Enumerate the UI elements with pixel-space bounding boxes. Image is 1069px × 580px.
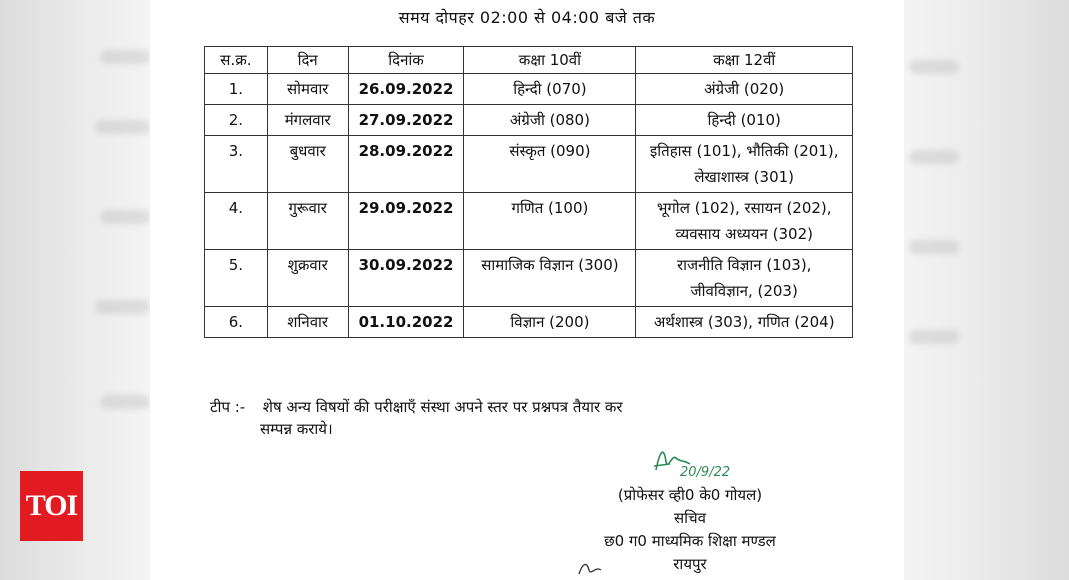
toi-logo-badge: TOI [20, 471, 83, 541]
signatory-designation: सचिव [674, 509, 706, 527]
cell-day: शुक्रवार [267, 250, 348, 307]
cell-class-10-subject: हिन्दी (070) [464, 74, 636, 105]
ghost-text-line [100, 395, 150, 409]
signatory-organisation: छ0 ग0 माध्यमिक शिक्षा मण्डल [604, 532, 776, 550]
subject-line: जीवविज्ञान, (203) [690, 282, 798, 300]
cell-serial: 5. [205, 250, 268, 307]
signatory-name: (प्रोफेसर व्ही0 के0 गोयल) [617, 486, 763, 504]
header-date: दिनांक [348, 47, 464, 74]
table-row [205, 193, 853, 250]
note-label: टीप :- [210, 398, 246, 416]
ghost-text-line [100, 50, 150, 64]
signatory-city: रायपुर [673, 555, 707, 573]
cell-class-12-subject [636, 307, 853, 338]
cell-class-10-subject: सामाजिक विज्ञान (300) [464, 250, 636, 307]
ghost-text-line [100, 210, 150, 224]
ghost-text-line [95, 120, 150, 134]
cell-serial: 3. [205, 136, 268, 193]
cell-day: बुधवार [267, 136, 348, 193]
table-header-row [205, 47, 853, 74]
exam-time-line: समय दोपहर 02:00 से 04:00 बजे तक [398, 8, 656, 27]
signature-date: 20/9/22 [680, 465, 731, 480]
subject-line: भूगोल (102), रसायन (202), [656, 199, 832, 217]
ghost-text-line [909, 60, 959, 74]
cell-serial: 6. [205, 307, 268, 338]
handwritten-signature [650, 440, 760, 480]
note-line-1: शेष अन्य विषयों की परीक्षाएँ संस्था अपने स्तर पर प्रश्नपत्र तैयार कर [262, 398, 623, 416]
cell-day: गुरूवार [267, 193, 348, 250]
cell-serial: 1. [205, 74, 268, 105]
cell-day: मंगलवार [267, 105, 348, 136]
ghost-text-line [909, 150, 959, 164]
exam-schedule-table [204, 46, 853, 338]
subject-line: राजनीति विज्ञान (103), [676, 256, 812, 274]
cell-serial: 2. [205, 105, 268, 136]
header-class-10: कक्षा 10वीं [464, 47, 636, 74]
subject-line: लेखाशास्त्र (301) [694, 168, 795, 186]
blurred-background-right [904, 0, 1069, 580]
cell-day: शनिवार [267, 307, 348, 338]
subject-line: व्यवसाय अध्ययन (302) [675, 225, 813, 243]
cell-class-10-subject: अंग्रेजी (080) [464, 105, 636, 136]
cell-class-12-subject [636, 250, 853, 307]
signatory-block [570, 484, 810, 576]
cell-class-10-subject: गणित (100) [464, 193, 636, 250]
cell-class-12-subject [636, 193, 853, 250]
table-row [205, 250, 853, 307]
note-paragraph [210, 396, 850, 440]
table-row [205, 105, 853, 136]
cell-date: 26.09.2022 [348, 74, 464, 105]
table-row [205, 307, 853, 338]
cell-class-12-subject [636, 74, 853, 105]
note-line-2: सम्पन्न कराये। [260, 420, 333, 438]
ghost-text-line [95, 300, 150, 314]
subject-line: अर्थशास्त्र (303), गणित (204) [653, 313, 835, 331]
cell-day: सोमवार [267, 74, 348, 105]
cell-class-10-subject: संस्कृत (090) [464, 136, 636, 193]
cell-date: 30.09.2022 [348, 250, 464, 307]
ghost-text-line [909, 330, 959, 344]
cell-date: 28.09.2022 [348, 136, 464, 193]
cell-date: 29.09.2022 [348, 193, 464, 250]
scribble-mark [575, 558, 605, 578]
cell-serial: 4. [205, 193, 268, 250]
subject-line: अंग्रेजी (020) [704, 80, 785, 98]
cell-class-12-subject [636, 136, 853, 193]
cell-class-12-subject [636, 105, 853, 136]
header-day: दिन [267, 47, 348, 74]
document-page [150, 0, 904, 580]
header-class-12: कक्षा 12वीं [636, 47, 853, 74]
cell-class-10-subject: विज्ञान (200) [464, 307, 636, 338]
table-row [205, 74, 853, 105]
table-row [205, 136, 853, 193]
cell-date: 01.10.2022 [348, 307, 464, 338]
cell-date: 27.09.2022 [348, 105, 464, 136]
subject-line: हिन्दी (010) [707, 111, 781, 129]
ghost-text-line [909, 240, 959, 254]
header-serial: स.क्र. [205, 47, 268, 74]
subject-line: इतिहास (101), भौतिकी (201), [649, 142, 839, 160]
